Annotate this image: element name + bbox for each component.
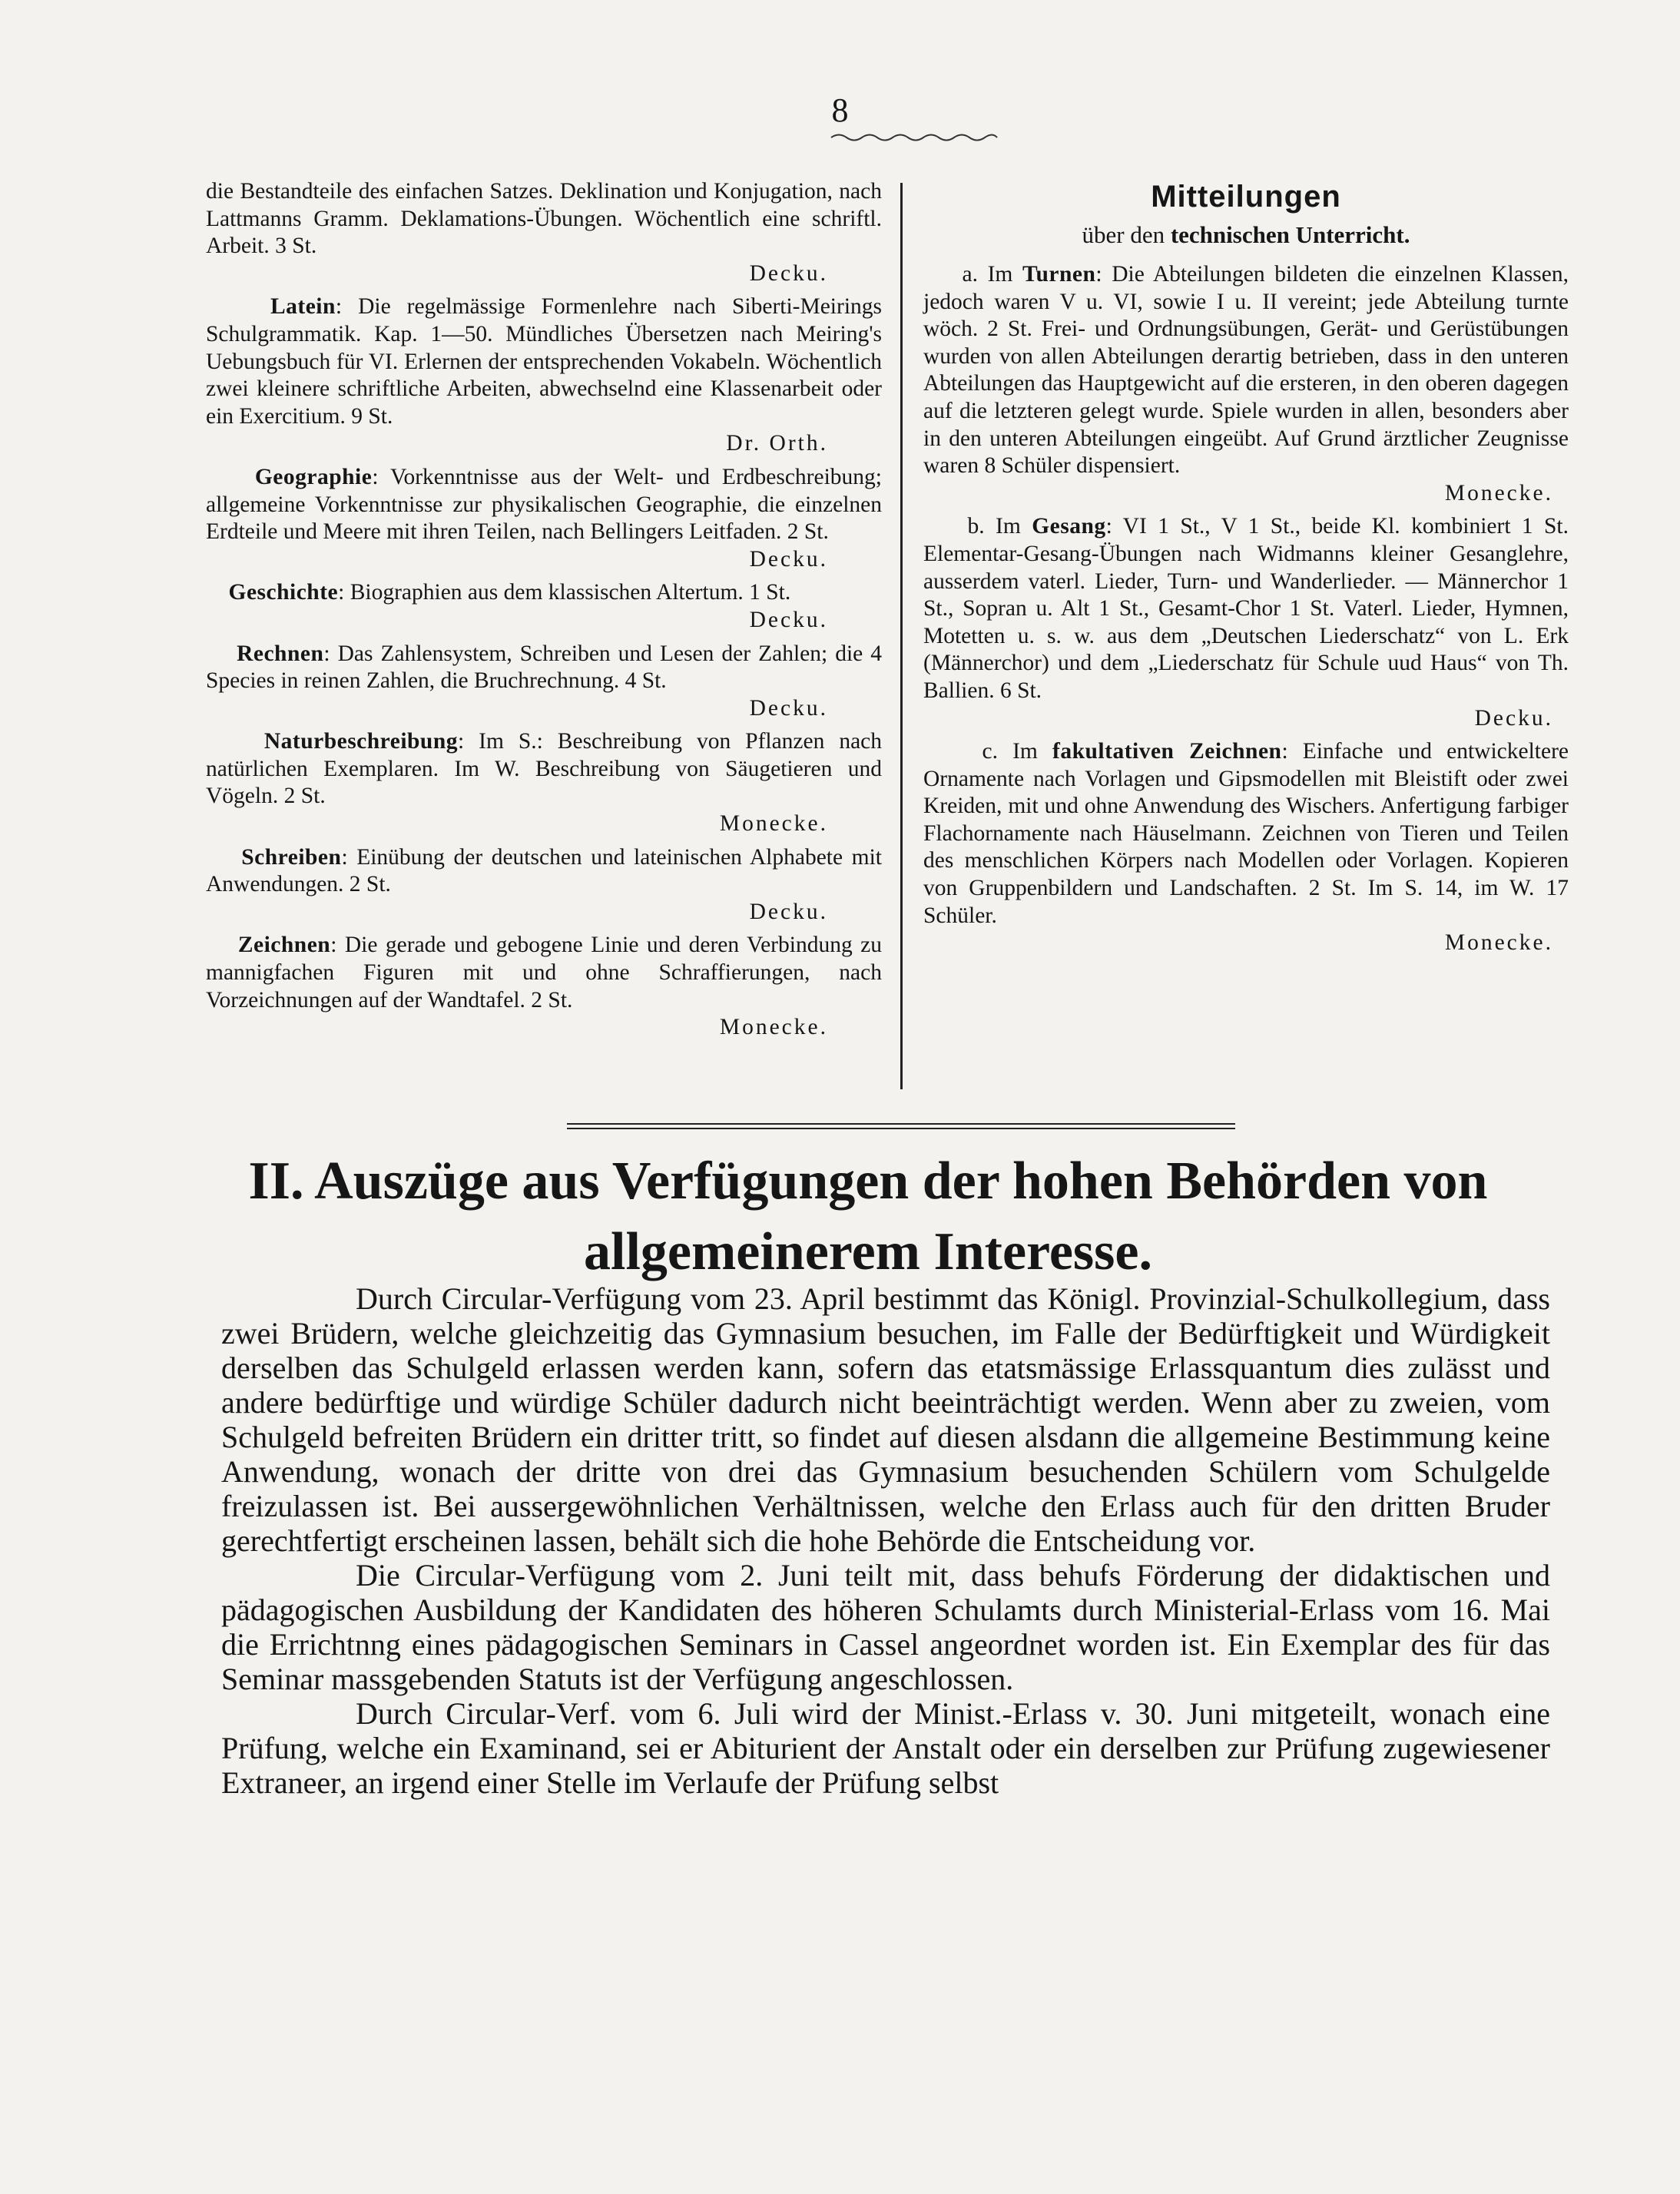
left-paragraph-4: Rechnen: Das Zahlensystem, Schreiben und Lesen der Zahlen; die 4 Species in reinen Zahlen, die Bruchrechnung. 4 St. Decku. bbox=[206, 641, 882, 723]
left-paragraph-7: Zeichnen: Die gerade und gebogene Linie und deren Verbindung zu mannigfachen Figuren mit und ohne Schraffierungen, nach Vorzeichnungen auf der Wandtafel. 2 St. Monecke. bbox=[206, 932, 882, 1041]
signature: Decku. bbox=[749, 607, 828, 632]
subject-heading: fakultativen Zeichnen bbox=[1052, 739, 1282, 764]
subject-heading: Turnen bbox=[1022, 262, 1096, 287]
signature: Decku. bbox=[749, 260, 828, 286]
signature: Monecke. bbox=[1444, 930, 1553, 956]
subject-heading: Gesang bbox=[1032, 514, 1106, 539]
right-paragraph-1: b. Im Gesang: VI 1 St., V 1 St., beide Kl. kombiniert 1 St. Elementar-Gesang-Übungen nach Widmanns kleiner Gesanglehre, ausserdem vaterl. Lieder, Turn- und Wanderlieder. — Männerchor 1 St., Sopran u. Alt 1 St., Gesamt-Chor 1 St. Vaterl. Lieder, Hymnen, Motetten u. s. w. aus dem „Deutschen Liederschatz“ von L. Erk (Männerchor) und dem „Liederschatz für Schule uud Haus“ von Th. Ballien. 6 St. Decku. bbox=[923, 513, 1569, 732]
signature: Monecke. bbox=[1444, 480, 1553, 505]
page-ornament-icon bbox=[830, 132, 999, 143]
mitteilungen-title: Mitteilungen bbox=[1151, 180, 1341, 214]
subject-heading: Geschichte bbox=[228, 580, 339, 605]
section-body bbox=[221, 1281, 1550, 1800]
signature: Dr. Orth. bbox=[726, 431, 828, 456]
page-number: 8 bbox=[831, 91, 849, 129]
section-separator-bottom bbox=[567, 1128, 1235, 1129]
section-separator-top bbox=[567, 1123, 1235, 1125]
right-paragraph-0: a. Im Turnen: Die Abteilungen bildeten die einzelnen Klassen, jedoch waren V u. VI, sowie I u. II vereint; jede Abteilung turnte wöch. 2 St. Frei- und Ordnungsübungen, Gerät- und Gerüstübungen wurden von allen Abteilungen derartig betrieben, dass in den unteren Abteilungen das Hauptgewicht auf die ersteren, in den oberen dagegen auf die letzteren gelegt wurde. Spiele wurden in allen, besonders aber in den unteren Abteilungen eingeübt. Auf Grund ärztlicher Zeugnisse waren 8 Schüler dispensiert. Monecke. bbox=[923, 261, 1569, 507]
body-paragraph-1: Die Circular-Verfügung vom 2. Juni teilt mit, dass behufs Förderung der didaktischen und pädagogischen Ausbildung der Kandidaten des höheren Schulamts durch Ministerial-Erlass vom 16. Mai die Errichtnng eines pädagogischen Seminars in Cassel angeordnet worden ist. Ein Exemplar des für das Seminar massgebenden Statuts ist der Verfügung angeschlossen. bbox=[221, 1558, 1550, 1696]
mitteilungen-subtitle: über den technischen Unterricht. bbox=[1082, 221, 1410, 248]
signature: Decku. bbox=[749, 546, 828, 572]
section-title: II. Auszüge aus Verfügungen der hohen Behörden von allgemeinerem Interesse. bbox=[248, 1152, 1488, 1281]
subject-heading: Geographie bbox=[254, 464, 373, 489]
body-paragraph-2: Durch Circular-Verf. vom 6. Juli wird der Minist.-Erlass v. 30. Juni mitgeteilt, wonach eine Prüfung, welche ein Examinand, sei er Abiturient der Anstalt oder ein derselben zur Prüfung zugewiesener Extraneer, an irgend einer Stelle im Verlaufe der Prüfung selbst bbox=[221, 1696, 1550, 1800]
right-column bbox=[923, 178, 1569, 963]
subject-heading: Naturbeschreibung bbox=[263, 729, 458, 754]
signature: Monecke. bbox=[719, 1015, 828, 1040]
left-paragraph-6: Schreiben: Einübung der deutschen und lateinischen Alphabete mit Anwendungen. 2 St. Decku. bbox=[206, 844, 882, 926]
left-column bbox=[206, 178, 882, 1048]
left-paragraph-3: Geschichte: Biographien aus dem klassischen Altertum. 1 St. Decku. bbox=[206, 579, 882, 634]
signature: Decku. bbox=[749, 899, 828, 924]
left-paragraph-1: Latein: Die regelmässige Formenlehre nach Siberti-Meirings Schulgrammatik. Kap. 1—50. Mündliches Übersetzen nach Meiring's Uebungsbuch für VI. Erlernen der entsprechenden Vokabeln. Wöchentlich zwei kleinere schriftliche Arbeiten, abwechselnd eine Klassenarbeit oder ein Exercitium. 9 St. Dr. Orth. bbox=[206, 293, 882, 458]
signature: Decku. bbox=[1474, 705, 1553, 731]
subject-heading: Rechnen bbox=[237, 641, 324, 666]
signature: Decku. bbox=[749, 695, 828, 721]
subject-heading: Schreiben bbox=[241, 844, 342, 870]
subject-heading: Zeichnen bbox=[237, 933, 331, 958]
right-paragraph-2: c. Im fakultativen Zeichnen: Einfache und entwickeltere Ornamente nach Vorlagen und Gipsmodellen mit Bleistift oder zwei Kreiden, mit und ohne Anwendung des Wischers. Anfertigung farbiger Flachornamente nach Häuselmann. Zeichnen von Tieren und Teilen des menschlichen Körpers nach Modellen oder Vorlagen. Kopieren von Gruppenbildern und Landschaften. 2 St. Im S. 14, im W. 17 Schüler. Monecke. bbox=[923, 738, 1569, 957]
subject-heading: Latein bbox=[270, 294, 336, 320]
left-paragraph-5: Naturbeschreibung: Im S.: Beschreibung von Pflanzen nach natürlichen Exemplaren. Im W. Beschreibung von Säugetieren und Vögeln. 2 St. Monecke. bbox=[206, 728, 882, 837]
left-paragraph-2: Geographie: Vorkenntnisse aus der Welt- und Erdbeschreibung; allgemeine Vorkenntnisse zur physikalischen Geographie, die einzelnen Erdteile und Meere mit ihren Teilen, nach Bellingers Leitfaden. 2 St. Decku. bbox=[206, 464, 882, 573]
left-paragraph-0: die Bestandteile des einfachen Satzes. Deklination und Konjugation, nach Lattmanns Gramm. Deklamations-Übungen. Wöchentlich eine schriftl. Arbeit. 3 St. Decku. bbox=[206, 178, 882, 287]
column-divider bbox=[900, 183, 903, 1089]
body-paragraph-0: Durch Circular-Verfügung vom 23. April bestimmt das Königl. Provinzial-Schulkollegium, dass zwei Brüdern, welche gleichzeitig das Gymnasium besuchen, im Falle der Bedürftigkeit und Würdigkeit derselben das Schulgeld erlassen werden kann, sofern das etatsmässige Erlassquantum dies zulässt und andere bedürftige und würdige Schüler dadurch nicht beeinträchtigt werden. Wenn aber zu zweien, vom Schulgeld befreiten Brüdern ein dritter tritt, so findet auf diesen alsdann die allgemeine Bestimmung keine Anwendung, wonach der dritte von drei das Gymnasium besuchenden Schülern vom Schulgelde freizulassen ist. Bei aussergewöhnlichen Verhältnissen, welche den Erlass auch für den dritten Bruder gerechtfertigt erscheinen lassen, behält sich die hohe Behörde die Entscheidung vor. bbox=[221, 1281, 1550, 1558]
signature: Monecke. bbox=[719, 811, 828, 837]
